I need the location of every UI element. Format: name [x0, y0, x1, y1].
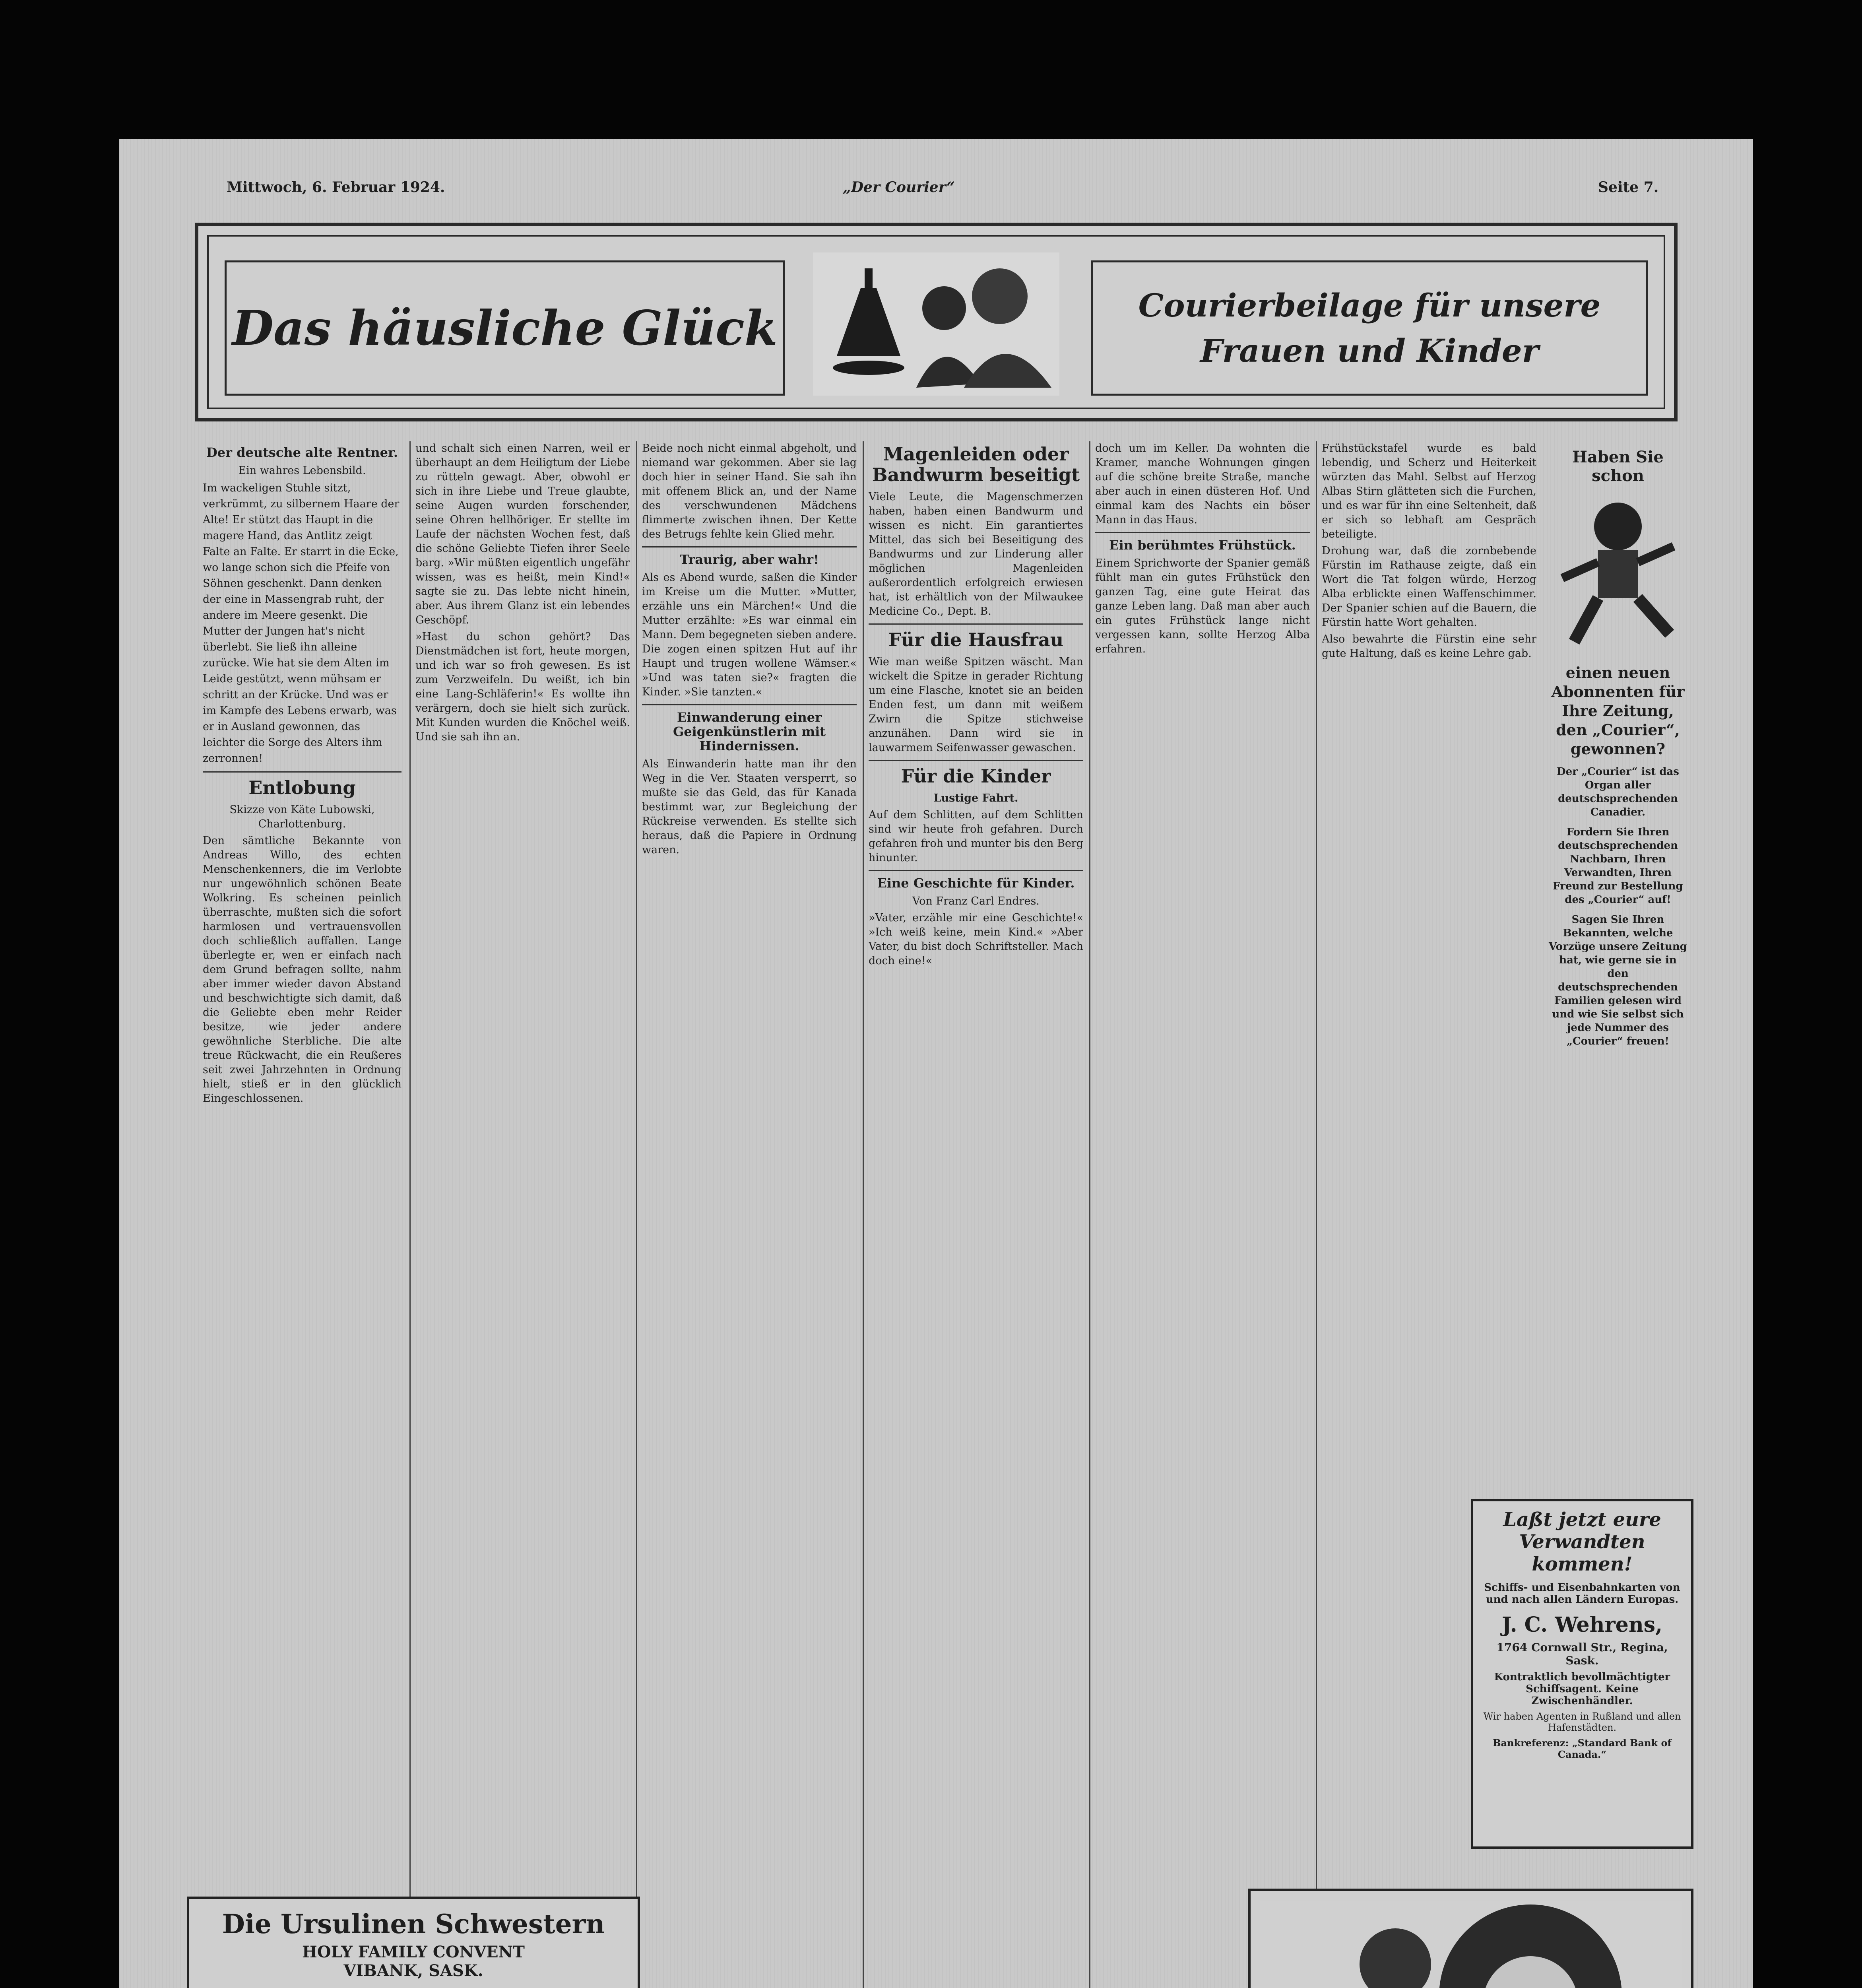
emigration-text: Als Einwanderin hatte man ihr den Weg in die Ver. Staaten versperrt, so mußte sie das Geld, das für Kanada bestimmt war, zur Begleichung der Rückreise verwenden. Es stellte sich heraus, daß die Papiere in Ordnung waren. — [642, 758, 857, 856]
wehrens-ad-line-1: Laßt jetzt eure — [1503, 1508, 1661, 1531]
subscribe-ad-request: Fordern Sie Ihren deutschsprechenden Nachbarn, Ihren Verwandten, Ihren Freund zur Bestellung des „Courier“ auf! — [1553, 826, 1683, 906]
story-ending: Beide noch nicht einmal abgeholt, und niemand war gekommen. Aber sie lag doch hier in seiner Hand. Sie sah ihn mit offenem Blick an, und der Name des verschwundenen Mädchens flimmerte zwischen ihnen. Der Kette des Betrugs fehlte kein Glied mehr. — [642, 442, 857, 540]
emigration-title: Einwanderung einer Geigenkünstlerin mit Hindernissen. — [673, 710, 826, 753]
subscribe-ad-heading: Haben Sie schon — [1572, 448, 1664, 485]
header-page-number: Seite 7. — [1598, 179, 1659, 196]
column-rule — [1089, 441, 1090, 1988]
sad-story-text: Als es Abend wurde, saßen die Kinder im Kreise um die Mutter. »Mutter, erzähle uns ein Märchen!« Und die Mutter erzählte: »Es war einmal ein Mann. Dem begegneten sieben andere. Die zogen einen spitzen Hut auf ihr Haupt und trugen wollene Wämser.« »Und was taten sie?« fragten die Kinder. »Sie tanzten.« — [642, 571, 857, 698]
ursulinen-ad-title: Die Ursulinen Schwestern — [222, 1908, 605, 1939]
running-boy-illustration — [1550, 491, 1685, 658]
poem-text: Im wackeligen Stuhle sitzt, verkrümmt, zu silbernem Haare der Alte! Er stützt das Haupt in die magere Hand, das Antlitz zeigt Falte an Falte. Er starrt in die Ecke, wo lange schon sich die Pfeife von Söhnen geschenkt. Dann denken der eine in Massengrab ruht, der andere im Meere gesenkt. Die Mutter der Jungen hat's nicht überlebt. Sie ließ ihn alleine zurücke. Wie hat sie dem Alten im Leide gestützt, wenn mühsam er schritt an der Krücke. Und was er im Kampfe des Lebens erwarb, was er in Ausland gewonnen, das leichter die Sorge des Alters ihm zerronnen! — [203, 482, 400, 765]
newspaper-page — [119, 139, 1753, 1988]
section-banner — [195, 223, 1678, 421]
kinder-text: Auf dem Schlitten, auf dem Schlitten sind wir heute froh gefahren. Durch gefahren froh und munter bis den Berg hinunter. — [869, 809, 1083, 864]
wehrens-ad-tickets: Schiffs- und Eisenbahnkarten von und nach allen Ländern Europas. — [1484, 1582, 1680, 1606]
column-6-text-2: Drohung war, daß die zornbebende Fürstin im Rathause zeigte, daß ein Wort die Tat folgen würde, Herzog Alba erblickte einen Waffenschimmer. Der Spanier schien auf die Bauern, die Fürstin hatte Wort gehalten. — [1322, 545, 1536, 629]
column-5-text: doch um im Keller. Da wohnten die Kramer, manche Wohnungen gingen auf die schöne breite Straße, manche aber auch in einen düsteren Hof. Und einmal kam des Nachts ein böser Mann in das Haus. — [1095, 442, 1310, 526]
column-rule — [863, 441, 864, 1988]
article-text: Den sämtliche Bekannte von Andreas Willo, des echten Menschenkenners, die im Verlobte nur ungewöhnlich schönen Beate Wolkring. Es scheinen peinlich überraschte, mußten sich die sofort harmlosen und vertrauensvollen doch schließlich auffallen. Lange überlegte er, wen er einfach nach dem Grund befragen sollte, nahm aber immer wieder davon Abstand und beschwichtigte sich damit, daß die Geliebte eben mehr Reider besitze, wie jeder andere gewöhnliche Sterbliche. Die alte treue Rückwacht, die ein Reußeres seit zwei Jahrzehnten in Ordnung hielt, stieß er in den glücklich Eingeschlossenen. — [203, 835, 401, 1105]
wehrens-ad-reference: Bankreferenz: „Standard Bank of Canada.“ — [1493, 1737, 1672, 1760]
wehrens-ad-address: 1764 Cornwall Str., Regina, Sask. — [1496, 1641, 1668, 1667]
column-rule — [1316, 441, 1317, 1988]
header-masthead: „Der Courier“ — [843, 179, 955, 196]
divider — [642, 704, 857, 705]
hausfrau-title: Für die Hausfrau — [888, 629, 1064, 650]
column-6 — [1322, 441, 1536, 1634]
divider — [1095, 532, 1310, 533]
column-1 — [203, 441, 401, 1885]
column-rule — [409, 441, 411, 1988]
story-continued-2: »Hast du schon gehört? Das Dienstmädchen ist fort, heute morgen, und ich war so froh gewesen. Es ist zum Verzweifeln. Du weißt, ich bin eine Lang-Schläferin!« Es wollte ihn verärgern, doch sie hielt sich zurück. Mit Kunden wurden die Knöchel weiß. Und sie sah ihn an. — [415, 631, 630, 743]
magen-text: Viele Leute, die Magenschmerzen haben, haben einen Bandwurm und wissen es nicht. Ein garantiertes Mittel, das sich bei Beseitigung des Bandwurms und zur Linderung aller möglichen Magenleiden außerordentlich erfolgreich erwiesen hat, ist erhältlich von der Milwaukee Medicine Co., Dept. B. — [869, 491, 1083, 617]
children-story-title: Eine Geschichte für Kinder. — [877, 876, 1075, 891]
banner-title-box — [225, 260, 785, 396]
children-story-text: »Vater, erzähle mir eine Geschichte!« »Ich weiß keine, mein Kind.« »Aber Vater, du bist doch Schriftsteller. Mach doch eine!« — [869, 912, 1083, 967]
column-4 — [869, 441, 1083, 1988]
header-date: Mittwoch, 6. Februar 1924. — [227, 179, 445, 196]
sad-story-title: Traurig, aber wahr! — [680, 552, 819, 567]
kinder-title: Für die Kinder — [901, 765, 1051, 787]
ursulinen-ad-convent: HOLY FAMILY CONVENT — [302, 1943, 525, 1961]
divider — [869, 760, 1083, 761]
divider — [869, 870, 1083, 871]
subscribe-ad — [1542, 441, 1693, 1062]
column-3 — [642, 441, 857, 1988]
poem-title: Der deutsche alte Rentner. — [206, 445, 398, 460]
wehrens-ad-line-2: Verwandten kommen! — [1519, 1531, 1645, 1575]
ursulinen-ad-location: VIBANK, SASK. — [343, 1961, 483, 1980]
bakery-ad — [1248, 1889, 1693, 1988]
wehrens-ad — [1471, 1499, 1693, 1849]
story-continued: und schalt sich einen Narren, weil er überhaupt an dem Heiligtum der Liebe zu rütteln gewagt. Aber, obwohl er sich in ihre Liebe und Treue glaubte, seine Augen wurden forschender, seine Ohren hellhöriger. Er stellte im Laufe der nächsten Wochen fest, daß die schöne Geliebte Tiefen ihrer Seele barg. »Wir müßten eigentlich ungefähr wissen, was es heißt, mein Kind!« sagte sie zu. Das lebte nicht hinein, aber. Aus ihrem Glanz ist ein lebendes Geschöpf. — [415, 442, 630, 626]
breakfast-text: Einem Sprichworte der Spanier gemäß fühlt man ein gutes Frühstück den ganzen Tag, eine gute Heirat das ganze Leben lang. Daß man aber auch ein gutes Frühstück lange nicht vergessen kann, sollte Herzog Alba erfahren. — [1095, 557, 1310, 655]
banner-subtitle-line-2: Frauen und Kinder — [1200, 332, 1539, 369]
magen-title: Magenleiden oder Bandwurm beseitigt — [872, 443, 1080, 485]
column-rule — [636, 441, 637, 1988]
column-6-text: Frühstückstafel wurde es bald lebendig, und Scherz und Heiterkeit würzten das Mahl. Selbst auf Herzog Albas Stirn glätteten sich die Furchen, und es war für ihn eine Seltenheit, daß er sich so lebhaft am Gespräch beteiligte. — [1322, 442, 1536, 540]
wehrens-ad-agents: Wir haben Agenten in Rußland und allen Hafenstädten. — [1483, 1711, 1681, 1733]
breakfast-title: Ein berühmtes Frühstück. — [1109, 538, 1296, 553]
subscribe-ad-question: einen neuen Abonnenten für Ihre Zeitung, den „Courier“, gewonnen? — [1551, 664, 1685, 758]
article-title: Entlobung — [248, 777, 356, 798]
divider — [642, 546, 857, 547]
banner-subtitle-box — [1091, 260, 1648, 396]
article-subtitle: Skizze von Käte Lubowski, Charlottenburg. — [229, 804, 375, 830]
children-illustration — [1260, 1901, 1682, 1988]
subscribe-ad-tell: Sagen Sie Ihren Bekannten, welche Vorzüge unsere Zeitung hat, wie gerne sie in den deutschsprechenden Familien gelesen wird und wie Sie selbst sich jede Nummer des „Courier“ freuen! — [1549, 914, 1687, 1047]
ursulinen-ad — [187, 1897, 640, 1988]
subscribe-ad-organ: Der „Courier“ ist das Organ aller deutschsprechenden Canadier. — [1557, 766, 1679, 818]
wehrens-ad-name: J. C. Wehrens, — [1501, 1613, 1663, 1637]
banner-title: Das häusliche Glück — [232, 300, 778, 356]
divider — [869, 623, 1083, 625]
column-5 — [1095, 441, 1310, 1988]
kinder-subtitle: Lustige Fahrt. — [933, 792, 1018, 804]
wehrens-ad-agent: Kontraktlich bevollmächtigter Schiffsagent. Keine Zwischenhändler. — [1494, 1671, 1670, 1707]
hausfrau-text: Wie man weiße Spitzen wäscht. Man wickelt die Spitze in gerader Richtung um eine Flasche, knotet sie an beiden Enden fest, um dann mit weißem Zwirn die Spitze stichweise anzunähen. Dann wird sie in lauwarmem Seifenwasser gewaschen. — [869, 656, 1083, 754]
children-story-author: Von Franz Carl Endres. — [912, 895, 1040, 907]
poem-subtitle: Ein wahres Lebensbild. — [238, 464, 366, 477]
lamp-family-illustration — [813, 252, 1059, 396]
column-6-text-3: Also bewahrte die Fürstin eine sehr gute Haltung, daß es keine Lehre gab. — [1322, 633, 1536, 660]
banner-subtitle-line-1: Courierbeilage für unsere — [1138, 287, 1601, 324]
divider — [203, 771, 401, 773]
column-2 — [415, 441, 630, 1885]
